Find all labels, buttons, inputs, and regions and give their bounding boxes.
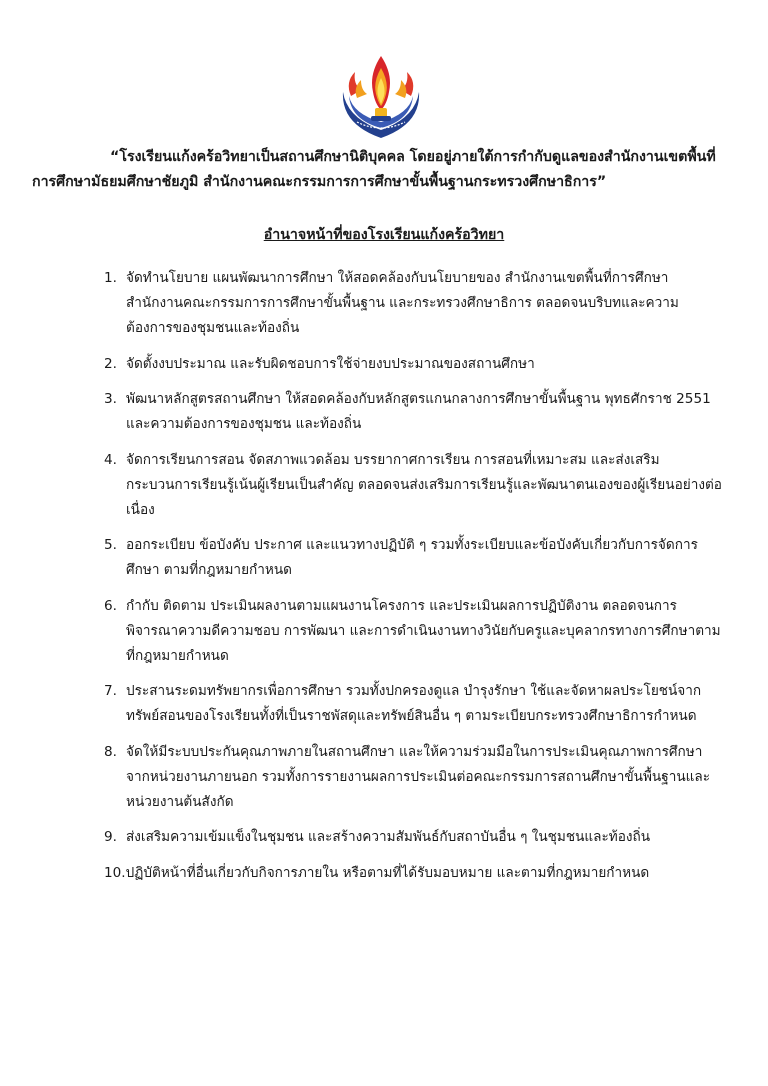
- list-item: [104, 387, 724, 437]
- list-item: [104, 825, 724, 850]
- list-item-text: ประสานระดมทรัพยากรเพื่อการศึกษา รวมทั้งปกครองดูแล บำรุงรักษา ใช้และจัดหาผลประโยชน์จากทรัพย์สอนของโรงเรียนทั้งที่เป็นราชพัสดุและทรัพย์สินอื่น ๆ ตามระเบียบกระทรวงศึกษาธิการกำหนด: [126, 683, 702, 724]
- list-item: [104, 448, 724, 523]
- list-item: [104, 266, 724, 341]
- list-item-number: 8.: [104, 743, 117, 760]
- school-emblem-icon: [331, 52, 431, 142]
- list-item: [104, 352, 724, 377]
- list-item: [104, 740, 724, 815]
- list-item-text: ส่งเสริมความเข้มแข็งในชุมชน และสร้างความสัมพันธ์กับสถาบันอื่น ๆ ในชุมชนและท้องถิ่น: [126, 829, 651, 845]
- list-item: [104, 861, 724, 886]
- list-item-number: 7.: [104, 683, 117, 699]
- list-item: [104, 679, 724, 729]
- list-item-number: 1.: [104, 270, 117, 286]
- list-item-number: 10.: [104, 864, 126, 881]
- list-item-number: 2.: [104, 355, 117, 372]
- list-item-text: จัดให้มีระบบประกันคุณภาพภายในสถานศึกษา และให้ความร่วมมือในการประเมินคุณภาพการศึกษาจากหน่วยงานภายนอก รวมทั้งการรายงานผลการประเมินต่อคณะกรรมการสถานศึกษาขั้นพื้นฐานและหน่วยงานต้นสังกัด: [126, 743, 711, 810]
- list-item: [104, 594, 724, 669]
- list-item-text: จัดทำนโยบาย แผนพัฒนาการศึกษา ให้สอดคล้องกับนโยบายของ สำนักงานเขตพื้นที่การศึกษา สำนักงานคณะกรรมการการศึกษาขั้นพื้นฐาน และกระทรวงศึกษาธิการ ตลอดจนบริบทและความต้องการของชุมชนและท้องถิ่น: [126, 270, 679, 336]
- intro-statement: “โรงเรียนแก้งคร้อวิทยาเป็นสถานศึกษานิติบุคคล โดยอยู่ภายใต้การกำกับดูแลของสำนักงานเขตพื้นที่การศึกษามัธยมศึกษาชัยภูมิ สำนักงานคณะกรรมการการศึกษาขั้นพื้นฐานกระทรวงศึกษาธิการ”: [32, 149, 716, 190]
- list-item-number: 9.: [104, 829, 117, 845]
- list-item-number: 6.: [104, 597, 117, 614]
- list-item-number: 4.: [104, 451, 117, 468]
- list-item-number: 5.: [104, 537, 117, 553]
- list-item-number: 3.: [104, 391, 117, 407]
- duty-list: [104, 266, 724, 896]
- list-item-text: ออกระเบียบ ข้อบังคับ ประกาศ และแนวทางปฏิบัติ ๆ รวมทั้งระเบียบและข้อบังคับเกี่ยวกับการจัดการศึกษา ตามที่กฎหมายกำหนด: [126, 537, 698, 578]
- list-item-text: จัดตั้งงบประมาณ และรับผิดชอบการใช้จ่ายงบประมาณของสถานศึกษา: [126, 355, 535, 372]
- list-item-text: ปฏิบัติหน้าที่อื่นเกี่ยวกับกิจการภายใน หรือตามที่ได้รับมอบหมาย และตามที่กฎหมายกำหนด: [125, 864, 650, 881]
- list-item: [104, 533, 724, 583]
- page-title: อำนาจหน้าที่ของโรงเรียนแก้งคร้อวิทยา: [263, 227, 505, 243]
- list-item-text: พัฒนาหลักสูตรสถานศึกษา ให้สอดคล้องกับหลักสูตรแกนกลางการศึกษาขั้นพื้นฐาน พุทธศักราช 2551 และความต้องการของชุมชน และท้องถิ่น: [126, 391, 711, 432]
- list-item-text: กำกับ ติดตาม ประเมินผลงานตามแผนงานโครงการ และประเมินผลการปฏิบัติงาน ตลอดจนการพิจารณาความดีความชอบ การพัฒนา และการดำเนินงานทางวินัยกับครูและบุคลากรทางการศึกษาตามที่กฎหมายกำหนด: [126, 597, 721, 664]
- list-item-text: จัดการเรียนการสอน จัดสภาพแวดล้อม บรรยากาศการเรียน การสอนที่เหมาะสม และส่งเสริมกระบวนการเรียนรู้เน้นผู้เรียนเป็นสำคัญ ตลอดจนส่งเสริมการเรียนรู้และพัฒนาตนเองของผู้เรียนอย่างต่อเนื่อง: [126, 451, 722, 518]
